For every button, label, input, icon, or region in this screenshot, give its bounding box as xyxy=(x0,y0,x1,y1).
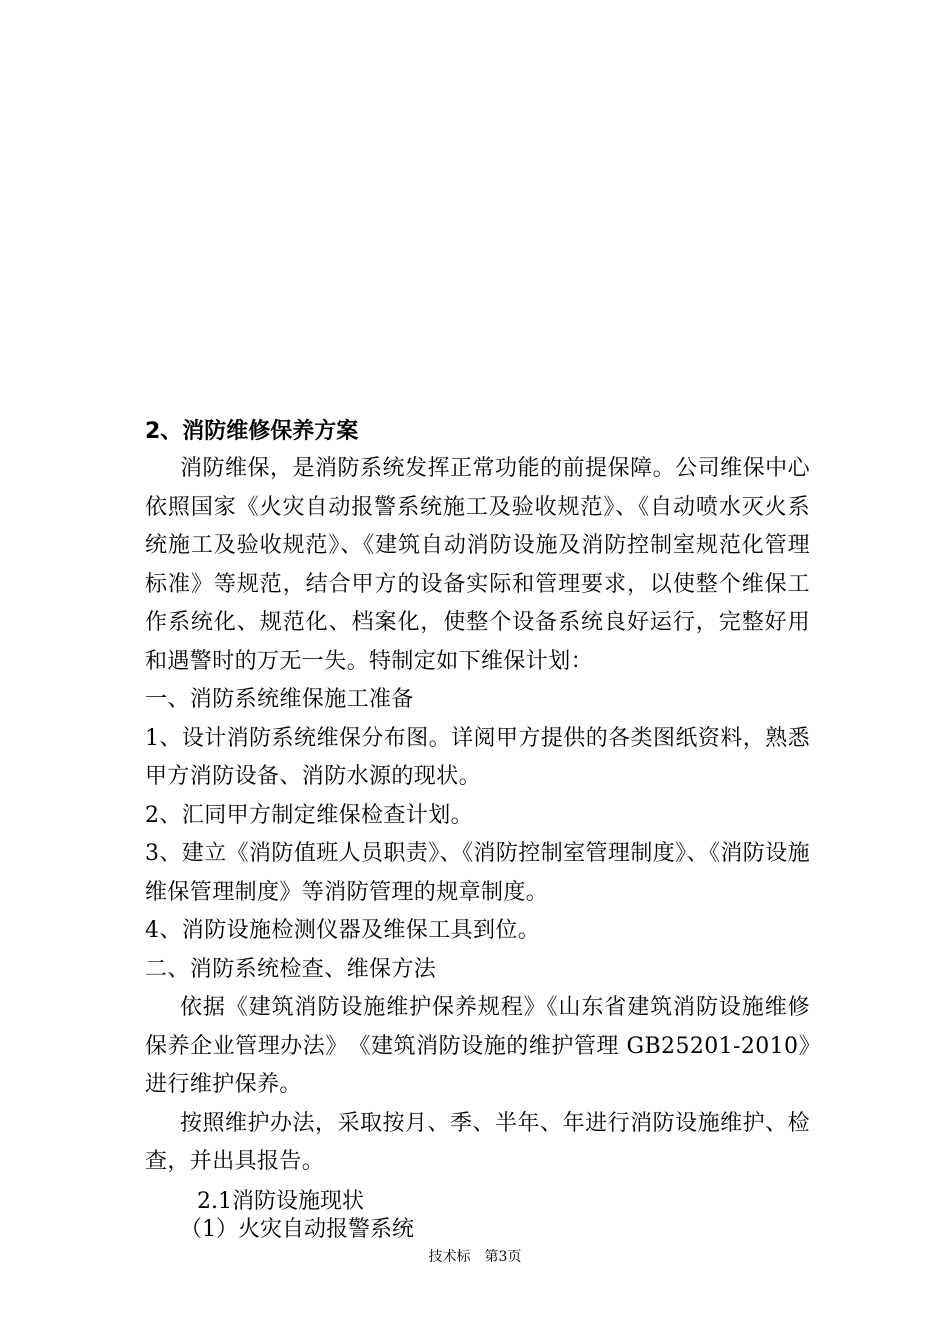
subsection-heading-2: 二、消防系统检查、维保方法 xyxy=(145,956,437,982)
sub-heading-2-1: 2.1消防设施现状 xyxy=(197,1188,364,1214)
page-footer: 技术标 第3页 xyxy=(428,1249,522,1265)
list-item: 3、建立《消防值班人员职责》、《消防控制室管理制度》、《消防设施维保管理制度》等消防管理的规章制度。 xyxy=(145,841,810,905)
method-paragraph: 按照维护办法，采取按月、季、半年、年进行消防设施维护、检查，并出具报告。 xyxy=(145,1110,810,1174)
list-item: 1、设计消防系统维保分布图。详阅甲方提供的各类图纸资料，熟悉甲方消防设备、消防水源的现状。 xyxy=(145,725,810,789)
basis-paragraph: 依据《建筑消防设施维护保养规程》《山东省建筑消防设施维修保养企业管理办法》 《建筑消防设施的维护管理 GB25201-2010》进行维护保养。 xyxy=(145,995,810,1097)
subsection-heading-1: 一、消防系统维保施工准备 xyxy=(145,687,414,712)
sub-item-1: （1）火灾自动报警系统 xyxy=(180,1216,414,1242)
section-title: 2、消防维修保养方案 xyxy=(145,419,359,444)
list-item: 4、消防设施检测仪器及维保工具到位。 xyxy=(145,918,541,943)
page-content xyxy=(145,414,810,1244)
intro-paragraph: 消防维保，是消防系统发挥正常功能的前提保障。公司维保中心依照国家《火灾自动报警系统施工及验收规范》、《自动喷水灭火系统施工及验收规范》、《建筑自动消防设施及消防控制室规范化管理标准》等规范，结合甲方的设备实际和管理要求，以使整个维保工作系统化、规范化、档案化，使整个设备系统良好运行，完整好用和遇警时的万无一失。特制定如下维保计划： xyxy=(145,456,810,674)
list-item: 2、汇同甲方制定维保检查计划。 xyxy=(145,802,473,828)
